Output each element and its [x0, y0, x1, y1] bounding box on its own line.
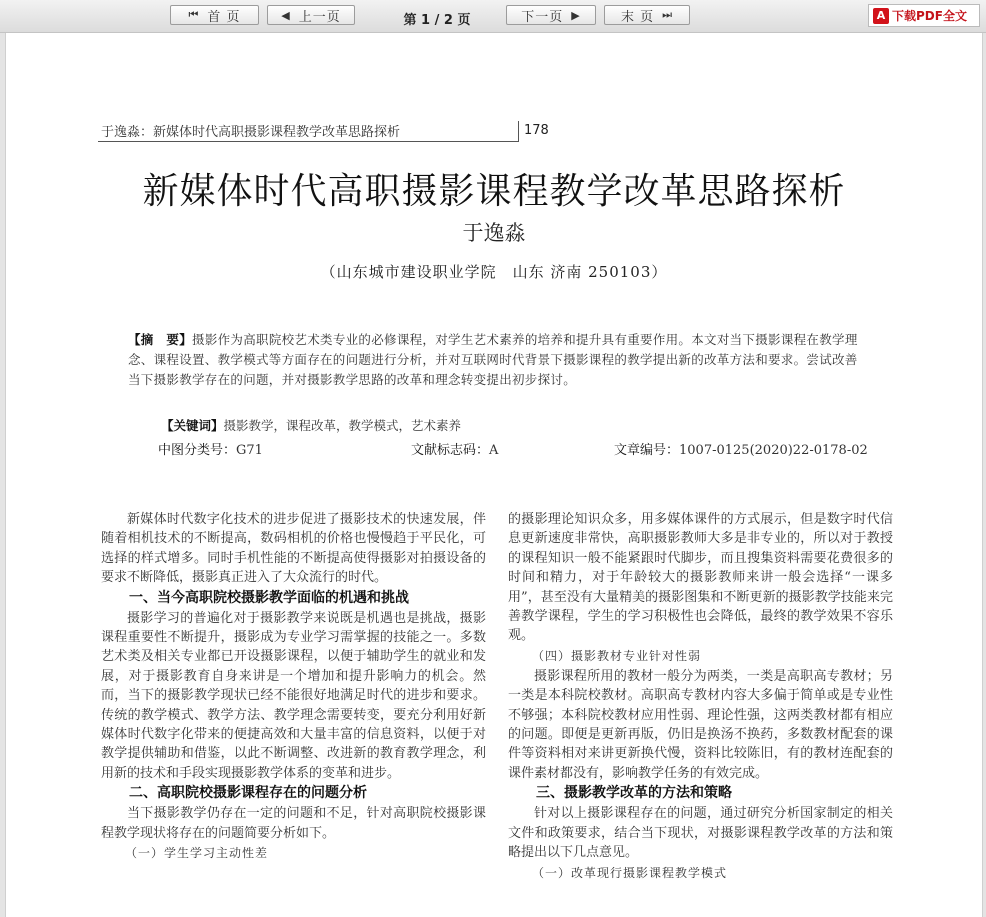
next-page-label: 下一页: [521, 9, 564, 25]
running-head: 于逸淼：新媒体时代高职摄影课程教学改革思路探析: [101, 125, 401, 140]
header-rule: [98, 141, 518, 142]
abstract-text: 摄影作为高职院校艺术类专业的必修课程，对学生艺术素养的培养和提升具有重要作用。本文对当下摄影课程在教学理念、课程设置、教学模式等方面存在的问题进行分析，并对互联网时代背景下摄影课程的教学提出新的改革方法和要求。尝试改善当下摄影教学存在的问题，并对摄影教学思路的改革和理念转变提出初步探讨。: [128, 332, 858, 387]
last-page-label: 末 页: [620, 9, 655, 25]
next-page-button[interactable]: [506, 5, 596, 25]
download-pdf-label: 下载PDF全文: [892, 9, 967, 23]
section-heading: 一、当今高职院校摄影教学面临的机遇和挑战: [129, 589, 409, 606]
keywords-text: 摄影教学，课程改革，教学模式，艺术素养: [223, 418, 462, 433]
section-heading: 三、摄影教学改革的方法和策略: [536, 785, 732, 802]
article-author: 于逸淼: [462, 221, 526, 245]
first-page-icon: ⏮: [188, 8, 200, 21]
paragraph: 新媒体时代数字化技术的进步促进了摄影技术的快速发展，伴随着相机技术的不断提高，数码相机的价格也慢慢趋于平民化，可选择的样式增多。同时手机性能的不断提高使得摄影对拍摄设备的要求不断降低，摄影真正进入了大众流行的时代。: [101, 512, 486, 586]
clc-tag: 中图分类号：: [158, 443, 237, 458]
right-column: [508, 510, 893, 884]
abstract-tag: 【摘 要】: [128, 332, 193, 347]
last-page-button[interactable]: [604, 5, 690, 25]
doc-code-value: A: [489, 443, 499, 458]
article-number: [614, 439, 868, 458]
classification-number: [158, 439, 263, 458]
article-no-tag: 文章编号：: [614, 443, 680, 458]
author-affiliation: （山东城市建设职业学院 山东 济南 250103）: [320, 263, 668, 281]
document-page: [5, 33, 983, 917]
doc-code-tag: 文献标志码：: [411, 443, 490, 458]
page-number: 178: [524, 123, 549, 138]
download-pdf-button[interactable]: [868, 4, 980, 27]
subsection-heading: （四）摄影教材专业针对性弱: [532, 648, 702, 663]
article-no-value: 1007-0125(2020)22-0178-02: [679, 443, 868, 458]
keywords-tag: 【关键词】: [161, 418, 224, 433]
clc-value: G71: [236, 443, 263, 458]
keywords: [161, 416, 461, 434]
prev-page-button[interactable]: [267, 5, 355, 25]
paragraph: 的摄影理论知识众多，用多媒体课件的方式展示，但是数字时代信息更新速度非常快，高职摄影教师大多是非专业的，所以对于教授的课程知识一般不能紧跟时代脚步，而且搜集资料需要花费很多的时间和精力，对于年龄较大的摄影教师来讲一般会选择“一课多用”，甚至没有大量精美的摄影图集和不断更新的摄影教学技能来完善教学课程，学生的学习积极性也会降低，最终的教学效果不容乐观。: [508, 512, 893, 644]
article-title: 新媒体时代高职摄影课程教学改革思路探析: [142, 171, 846, 212]
subsection-heading: （一）改革现行摄影课程教学模式: [532, 865, 728, 880]
paragraph: 摄影学习的普遍化对于摄影教学来说既是机遇也是挑战，摄影课程重要性不断提升，摄影成为专业学习需掌握的技能之一。多数艺术类及相关专业都已开设摄影课程，以便于辅助学生的就业和发展，对于摄影教育自身来讲是一个增加和提升影响力的机会。然而，当下的摄影教学现状已经不能很好地满足时代的进步和要求。传统的教学模式、教学方法、教学理念需要转变，要充分利用好新媒体时代数字化带来的便捷高效和大量丰富的信息资料，以便于对教学提供辅助和借鉴，以此不断调整、改进新的教育教学理念，利用新的技术和手段实现摄影教学体系的变革和进步。: [101, 610, 486, 781]
pdf-icon: A: [873, 8, 889, 24]
last-page-icon: ⏭: [662, 8, 674, 21]
paragraph: 当下摄影教学仍存在一定的问题和不足，针对高职院校摄影课程教学现状将存在的问题简要分析如下。: [101, 806, 486, 841]
left-column: [101, 510, 486, 864]
next-page-icon: ▶: [571, 8, 581, 22]
prev-page-label: 上一页: [298, 9, 341, 25]
prev-page-icon: ◀: [281, 8, 291, 22]
first-page-label: 首 页: [207, 9, 241, 25]
section-heading: 二、高职院校摄影课程存在的问题分析: [129, 785, 367, 802]
header-divider: [518, 121, 519, 142]
subsection-heading: （一）学生学习主动性差: [125, 846, 269, 861]
paragraph: 摄影课程所用的教材一般分为两类，一类是高职高专教材；另一类是本科院校教材。高职高专教材内容大多偏于简单或是专业性不够强；本科院校教材应用性弱、理论性强，这两类教材都有相应的问题。即便是更新再版，仍旧是换汤不换药，多数教材配套的课件等资料相对来讲更新换代慢，资料比较陈旧，有的教材连配套的课件素材都没有，影响教学任务的有效完成。: [508, 668, 893, 781]
first-page-button[interactable]: [170, 5, 259, 25]
abstract: [128, 330, 863, 390]
pdf-viewer-toolbar: [0, 0, 986, 33]
page-indicator: 第 1 / 2 页: [403, 13, 471, 28]
paragraph: 针对以上摄影课程存在的问题，通过研究分析国家制定的相关文件和政策要求，结合当下现状，对摄影课程教学改革的方法和策略提出以下几点意见。: [508, 806, 893, 861]
document-code: [411, 439, 498, 458]
